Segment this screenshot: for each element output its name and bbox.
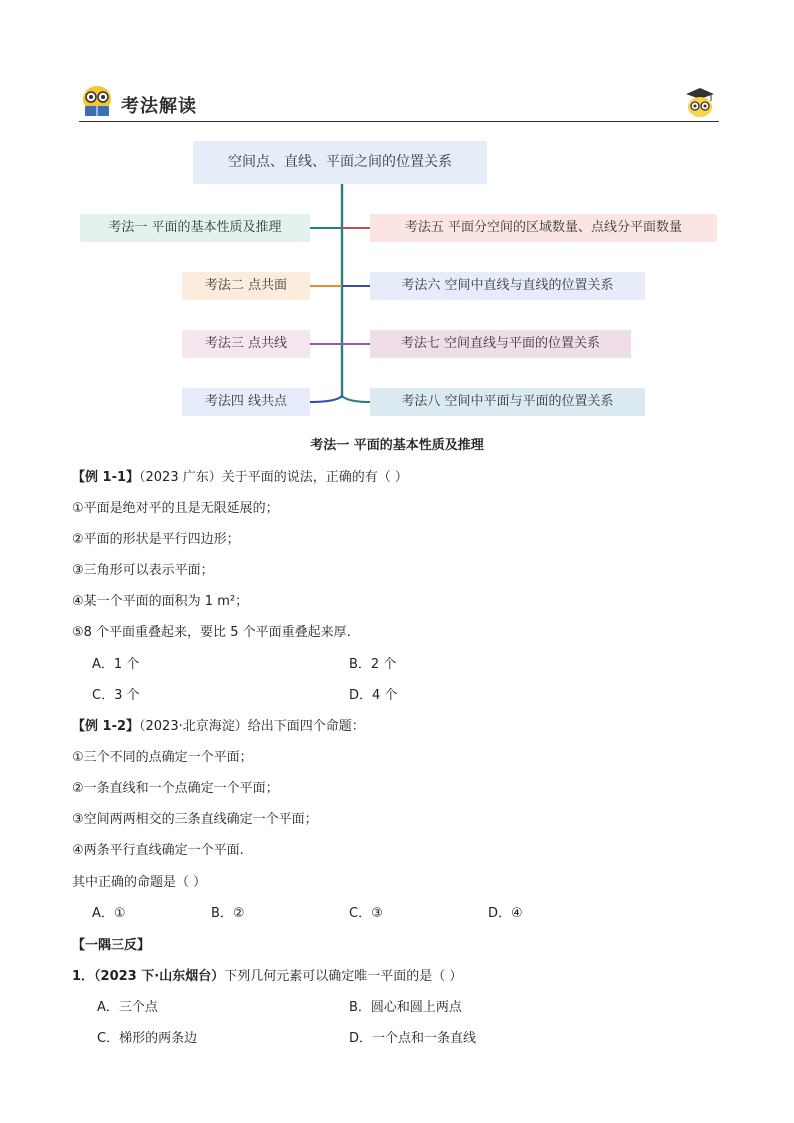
- example2-item-3: ③空间两两相交的三条直线确定一个平面；: [72, 812, 318, 827]
- mindmap-node-left-3: 考法三 点共线: [182, 330, 310, 358]
- connector-left-4: [310, 396, 342, 402]
- example2-question: 其中正确的命题是（ ）: [72, 875, 207, 890]
- example1-item-2: ②平面的形状是平行四边形；: [72, 532, 240, 547]
- mindmap-root: 空间点、直线、平面之间的位置关系: [193, 141, 487, 184]
- mindmap-node-right-2: 考法六 空间中直线与直线的位置关系: [370, 272, 645, 300]
- mindmap-node-right-3: 考法七 空间直线与平面的位置关系: [370, 330, 631, 358]
- practice-q1: [72, 965, 462, 984]
- example2-option-c: C．③: [349, 906, 383, 921]
- practice-tag: 【一隅三反】: [72, 938, 151, 953]
- example1-item-1: ①平面是绝对平的且是无限延展的；: [72, 501, 279, 516]
- example2-item-4: ④两条平行直线确定一个平面.: [72, 843, 244, 858]
- practice-q1-option-b: B．圆心和圆上两点: [349, 1000, 462, 1015]
- section-title: 考法一 平面的基本性质及推理: [310, 438, 484, 453]
- mindmap-node-left-1: 考法一 平面的基本性质及推理: [80, 214, 310, 242]
- example1-source: （2023 广东）关于平面的说法，正确的有（ ）: [139, 470, 408, 485]
- example2-option-d: D．④: [488, 906, 523, 921]
- example1-option-c: C．3 个: [92, 688, 140, 703]
- example2-tag: 【例 1-2】: [72, 719, 140, 734]
- mindmap-node-right-1: 考法五 平面分空间的区域数量、点线分平面数量: [370, 214, 717, 242]
- example2-item-1: ①三个不同的点确定一个平面；: [72, 750, 253, 765]
- mindmap-node-left-4: 考法四 线共点: [182, 388, 310, 416]
- example1-option-b: B．2 个: [349, 657, 397, 672]
- example2-item-2: ②一条直线和一个点确定一个平面；: [72, 781, 279, 796]
- practice-q1-option-a: A．三个点: [97, 1000, 158, 1015]
- practice-q1-number: 1．: [72, 969, 95, 984]
- connector-right-4: [342, 396, 370, 402]
- example1-item-3: ③三角形可以表示平面；: [72, 563, 214, 578]
- practice-q1-option-c: C．梯形的两条边: [97, 1031, 198, 1046]
- example1-tag: 【例 1-1】: [72, 470, 140, 485]
- example2-option-b: B．②: [211, 906, 245, 921]
- mindmap-node-left-2: 考法二 点共面: [182, 272, 310, 300]
- example2-header: [72, 715, 365, 734]
- example1-option-d: D．4 个: [349, 688, 398, 703]
- example1-header: [72, 466, 408, 485]
- header-title: 考法解读: [121, 96, 197, 117]
- practice-q1-text: 下列几何元素可以确定唯一平面的是（ ）: [224, 969, 463, 984]
- example2-option-a: A．①: [92, 906, 126, 921]
- practice-q1-option-d: D．一个点和一条直线: [349, 1031, 477, 1046]
- practice-q1-source: （2023 下·山东烟台）: [94, 969, 225, 984]
- example1-item-4: ④某一个平面的面积为 1 m²；: [72, 594, 249, 609]
- example1-option-a: A．1 个: [92, 657, 140, 672]
- mindmap-node-right-4: 考法八 空间中平面与平面的位置关系: [370, 388, 645, 416]
- example2-source: （2023·北京海淀）给出下面四个命题：: [139, 719, 365, 734]
- example1-item-5: ⑤8 个平面重叠起来，要比 5 个平面重叠起来厚.: [72, 625, 351, 640]
